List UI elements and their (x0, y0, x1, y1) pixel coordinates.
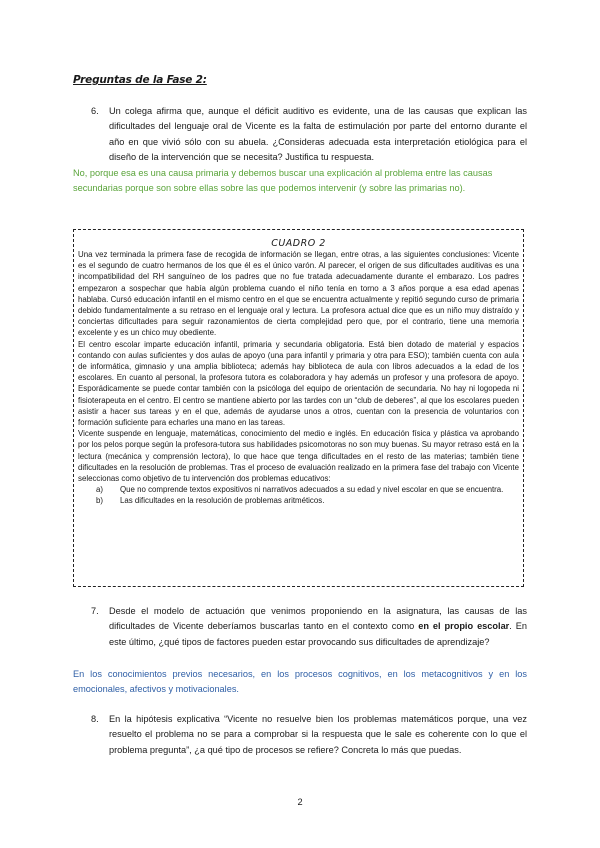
list-item (78, 495, 519, 506)
question-8-number: 8. (91, 714, 99, 724)
question-8-text: En la hipótesis explicativa “Vicente no resuelve bien los problemas matemáticos porque, una vez resuelto el problema no se para a comprobar si la respuesta que le sale es coherente con lo que el problema pregunta”, ¿a qué tipo de procesos se refiere? Concreta lo más que puedas. (109, 714, 527, 755)
list-item-label: a) (96, 485, 104, 495)
question-7-text-part-2: . En este último, ¿qué tipos de factores pueden estar provocando sus dificultades de aprendizaje? (109, 621, 528, 647)
answer-6: No, porque esa es una causa primaria y debemos buscar una explicación al problema entre las causas secundarias porque son sobre ellas sobre las que podemos intervenir (y sobre las primarias no). (73, 168, 493, 194)
list-item-label: b) (96, 496, 104, 506)
cuadro-2-paragraph-2: El centro escolar imparte educación infantil, primaria y secundaria obligatoria. Está bien dotado de material y espacios contando con aulas suficientes y dos aulas de apoyo (una para infantil y primaria y otra para ESO); también cuenta con aula de informática, gimnasio y una amplia biblioteca; además hay biblioteca de aula con libros adecuados a la edad de los escolares. En cuanto al personal, la profesora tutora es colaboradora y hay además un profesor y una profesora de apoyo. Esporádicamente se puede contar también con la psicóloga del equipo de orientación de secundaria. No hay ni logopeda ni fisioterapeuta en el centro. El centro se mantiene abierto por las tardes con un “club de deberes”, al que los escolares pueden asistir a hacer sus tareas y en el que, además de ayudarse unos a otros, cuentan con la presencia de voluntarios con formación suficiente para echarles una mano en las tareas. (78, 339, 519, 428)
question-7-number: 7. (91, 606, 99, 616)
question-6-number: 6. (91, 106, 99, 116)
question-7-text-part-1: Desde el modelo de actuación que venimos proponiendo en la asignatura, las causas de las dificultades de Vicente deberíamos buscarlas tanto en el contexto como (109, 606, 527, 632)
question-7-text-emphasis: en el propio escolar (418, 621, 510, 632)
question-6-text: Un colega afirma que, aunque el déficit auditivo es evidente, una de las causas que explican las dificultades del lenguaje oral de Vicente es la falta de estimulación por parte del entorno durante el año en que vivió sólo con su abuela. ¿Consideras adecuada esta interpretación etiológica para el diseño de la intervención que se necesita? Justifica tu respuesta. (109, 106, 527, 162)
question-7-text (109, 604, 527, 650)
cuadro-2-title: CUADRO 2 (271, 238, 326, 249)
page-number: 2 (297, 797, 303, 807)
cuadro-2-objectives (78, 484, 519, 506)
list-item (78, 484, 519, 495)
cuadro-2-paragraph-1: Una vez terminada la primera fase de recogida de información se llegan, entre otras, a las siguientes conclusiones: Vicente es el segundo de cuatro hermanos de los que él es el único varón. Al parecer, el origen de sus dificultades auditivas es una incompatibilidad del RH sanguíneo de los padres que no fue tratada adecuadamente durante el embarazo. Los padres empezaron a sospechar que había algún problema cuando el niño tenía en torno a 3 años porque a esa edad apenas hablaba. Cursó educación infantil en el mismo centro en el que se encuentra actualmente y repitió segundo curso de primaria debido fundamentalmente a su retraso en el lenguaje oral y lectura. La profesora actual dice que es un niño muy distraído y conciertas dificultades para seguir razonamientos de cierta complejidad pero que, por el contrario, tiene una memoria excelente y es un chico muy obediente. (78, 250, 519, 338)
section-title: Preguntas de la Fase 2: (73, 74, 207, 86)
cuadro-2-paragraph-3: Vicente suspende en lenguaje, matemáticas, conocimiento del medio e inglés. En educación física y plástica va aprobando por los pelos porque según la profesora-tutora sus habilidades psicomotoras no son muy buenas. Su mayor retraso está en la lectura (mecánica y comprensión lectora), lo que hace que tenga dificultades en el resto de las materias; también tiene dificultades en la resolución de problemas. Tras el proceso de evaluación realizado en la primera fase del trabajo con Vicente seleccionas como objetivo de tu intervención dos problemas educativos: (78, 429, 519, 484)
list-item-text: Las dificultades en la resolución de problemas aritméticos. (120, 496, 325, 506)
list-item-text: Que no comprende textos expositivos ni narrativos adecuados a su edad y nivel escolar en que se encuentra. (120, 485, 504, 495)
question-7 (91, 604, 527, 650)
question-8 (91, 712, 527, 758)
question-6 (91, 104, 527, 165)
answer-7: En los conocimientos previos necesarios, en los procesos cognitivos, en los metacognitivos y en los emocionales, afectivos y motivacionales. (73, 669, 527, 695)
cuadro-2-box (73, 229, 524, 587)
